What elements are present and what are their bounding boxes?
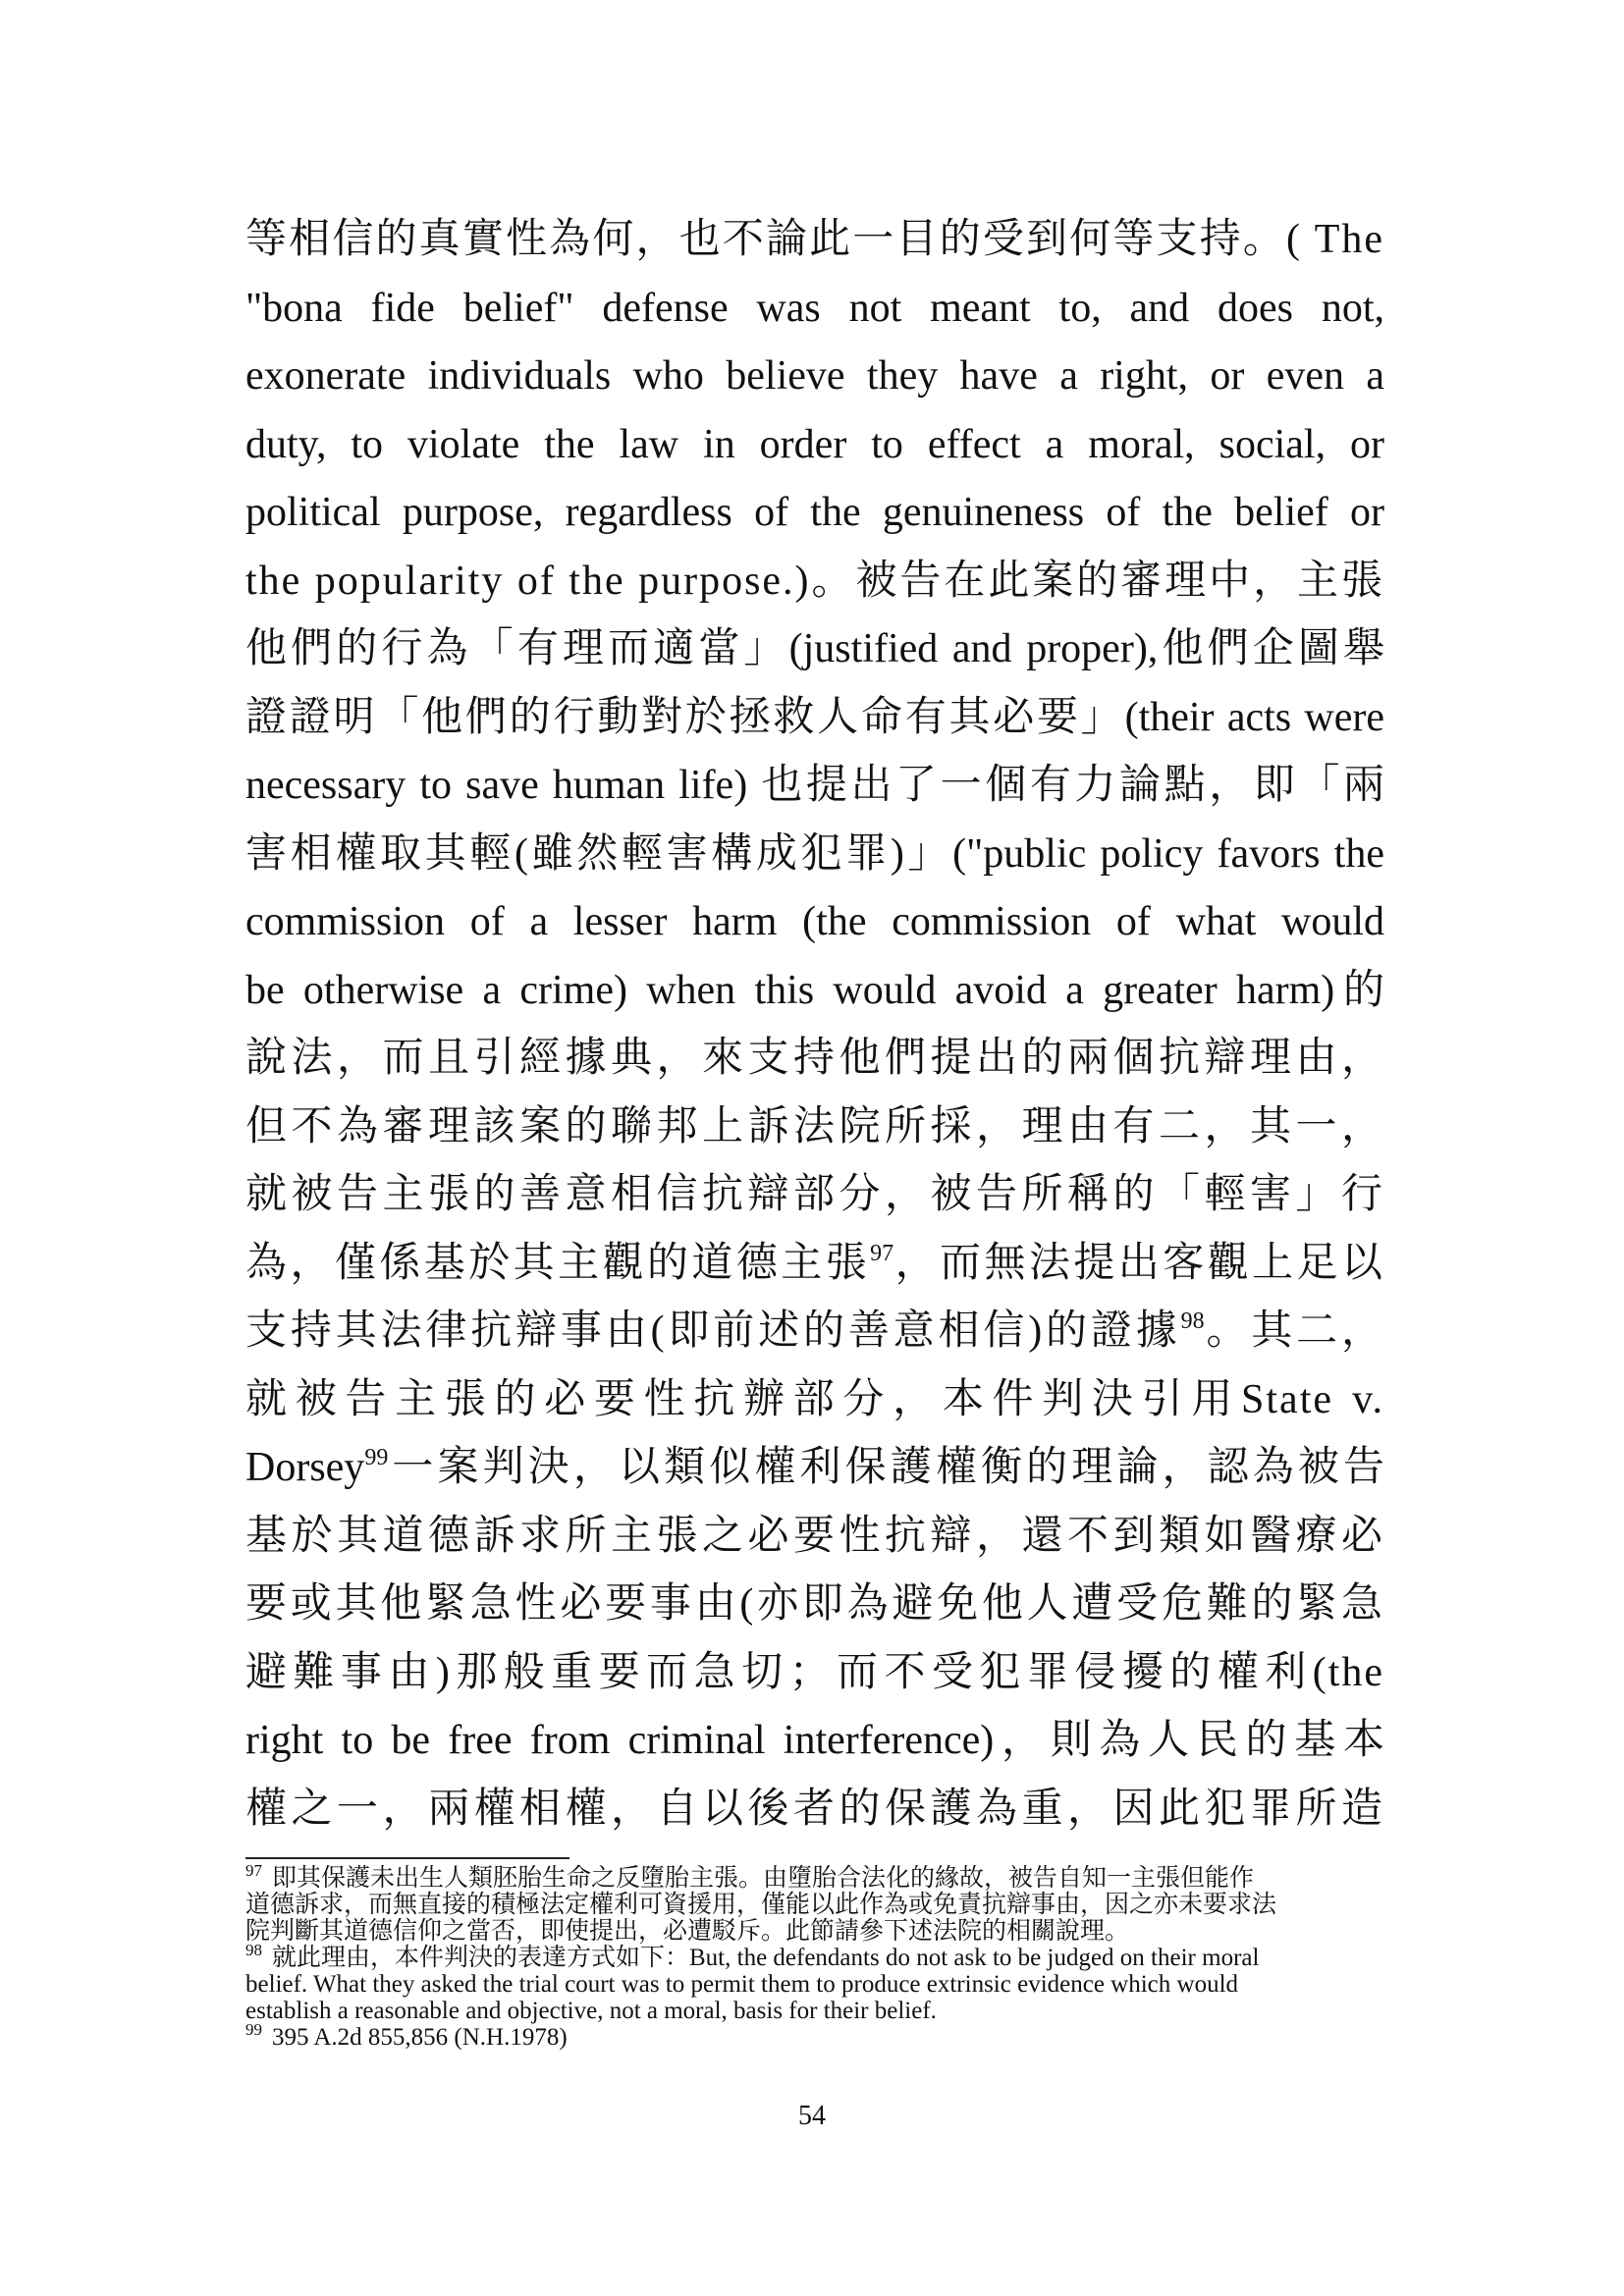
body-line: 權之一，兩權相權，自以後者的保護為重，因此犯罪所造 [245,1786,1384,1832]
footnote-ref-99[interactable]: 99 [364,1445,389,1470]
body-line: 說法，而且引經據典，來支持他們提出的兩個抗辯理由， [245,1036,1384,1081]
footnote-line: 院判斷其道德信仰之當否，即使提出，必遭駁斥。此節請參下述法院的相關說理。 [245,1918,1130,1945]
body-line-text: 支持其法律抗辯事由(即前述的善意相信)的證據 [245,1308,1181,1354]
body-line-text: ，而無法提出客觀上足以 [893,1240,1384,1286]
body-line: 證證明「他們的行動對於拯救人命有其必要」(their acts were [245,694,1384,740]
body-line: 基於其道德訴求所主張之必要性抗辯，還不到類如醫療必 [245,1513,1384,1559]
body-line-text: 一案判決，以類似權利保護權衡的理論，認為被告 [388,1445,1384,1490]
body-line: 等相信的真實性為何，也不論此一目的受到何等支持。( The [245,217,1384,262]
body-line [245,1230,1384,1299]
body-line: right to be free from criminal interference)，則為人民的基本 [245,1718,1384,1763]
body-line: necessary to save human life) 也提出了一個有力論點，即「兩 [245,763,1384,808]
body-line: 要或其他緊急性必要事由(亦即為避免他人遭受危難的緊急 [245,1581,1384,1627]
body-line-text: Dorsey [245,1445,365,1490]
footnote-number: 99 [245,2020,262,2039]
body-line: commission of a lesser harm (the commission of what would [245,899,1384,944]
footnote-98 [245,1941,1384,1971]
body-line: 他們的行為「有理而適當」(justified and proper),他們企圖舉 [245,626,1384,671]
body-line: 害相權取其輕(雖然輕害構成犯罪)」("public policy favors the [245,830,1384,877]
footnote-number: 98 [245,1941,262,1959]
footnote-line: belief. What they asked the trial court was to permit them to produce extrinsic evidence which would [245,1971,1239,1998]
footnote-99 [245,2020,1384,2051]
footnotes [245,1861,1384,2051]
footnote-text: 就此理由，本件判決的表達方式如下：But, the defendants do not ask to be judged on their moral [272,1945,1260,1971]
body-line: duty, to violate the law in order to effect a moral, social, or [245,421,1384,467]
footnote-text: 395 A.2d 855,856 (N.H.1978) [272,2024,568,2051]
footnote-ref-97[interactable]: 97 [870,1240,894,1266]
body-line: 但不為審理該案的聯邦上訴法院所採，理由有二，其一， [245,1103,1384,1149]
body-line [245,1298,1384,1366]
body-line-text: 。其二， [1204,1308,1384,1354]
body-line: political purpose, regardless of the genuineness of the belief or [245,490,1384,535]
footnote-text: 即其保護未出生人類胚胎生命之反墮胎主張。由墮胎合法化的緣故，被告自知一主張但能作 [272,1865,1255,1892]
body-line: 就被告主張的必要性抗辦部分，本件判決引用State v. [245,1376,1384,1422]
body-line: 就被告主張的善意相信抗辯部分，被告所稱的「輕害」行 [245,1172,1384,1217]
body-line-text: 為，僅係基於其主觀的道德主張 [245,1240,871,1286]
body-line: the popularity of the purpose.)。被告在此案的審理中，主張 [245,558,1384,604]
footnote-line: establish a reasonable and objective, not a moral, basis for their belief. [245,1998,937,2024]
body-line: "bona fide belief" defense was not meant to, and does not, [245,285,1384,331]
body-text [245,206,1384,1843]
footnote-separator [245,1857,569,1859]
footnote-ref-98[interactable]: 98 [1180,1308,1205,1334]
footnote-line: 道德訴求，而無直接的積極法定權利可資援用，僅能以此作為或免責抗辯事由，因之亦未要求法 [245,1892,1277,1918]
body-line: 避難事由)那般重要而急切；而不受犯罪侵擾的權利(the [245,1649,1384,1695]
body-line [245,1434,1384,1503]
body-line: exonerate individuals who believe they have a right, or even a [245,353,1384,399]
page-number: 54 [798,2101,826,2131]
footnote-number: 97 [245,1861,262,1880]
body-line: be otherwise a crime) when this would avoid a greater harm)的 [245,967,1384,1013]
footnote-97 [245,1861,1384,1892]
